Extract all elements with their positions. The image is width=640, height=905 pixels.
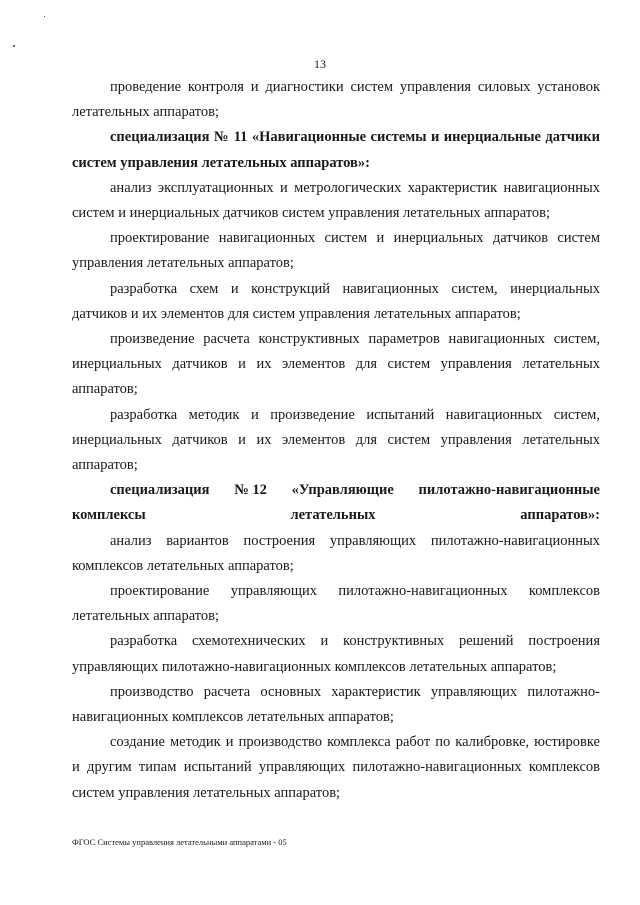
paragraph: анализ вариантов построения управляющих пилотажно-навигационных комплексов летательных аппаратов; xyxy=(72,532,600,574)
heading-word: № 12 xyxy=(234,482,267,499)
paragraph: разработка схемотехнических и конструктивных решений построения управляющих пилотажно-навигационных комплексов летательных аппаратов; xyxy=(72,633,600,675)
paragraph: производство расчета основных характеристик управляющих пилотажно-навигационных комплексов летательных аппаратов; xyxy=(72,683,600,726)
specialization-heading-11: специализация № 11 «Навигационные системы и инерциальные датчики систем управления летательных аппаратов»: xyxy=(72,129,600,171)
heading-word: специализация xyxy=(110,482,210,499)
heading-line: комплексы летательных аппаратов»: xyxy=(72,507,600,524)
paragraph: произведение расчета конструктивных параметров навигационных систем, инерциальных датчиков и их элементов для систем управления летательных аппаратов; xyxy=(72,331,600,398)
heading-line xyxy=(72,478,600,503)
document-body xyxy=(72,75,600,806)
heading-word: пилотажно-навигационные xyxy=(418,482,600,499)
heading-word: «Управляющие xyxy=(291,482,394,499)
footer-text: ФГОС Системы управления летательными аппаратами - 05 xyxy=(72,837,287,847)
specialization-heading-12 xyxy=(72,478,600,528)
paragraph: анализ эксплуатационных и метрологических характеристик навигационных систем и инерциальных датчиков систем управления летательных аппаратов; xyxy=(72,179,600,222)
paragraph: проектирование навигационных систем и инерциальных датчиков систем управления летательных аппаратов; xyxy=(72,230,600,272)
scan-speck xyxy=(44,16,45,17)
paragraph: проектирование управляющих пилотажно-навигационных комплексов летательных аппаратов; xyxy=(72,583,600,625)
paragraph: создание методик и производство комплекса работ по калибровке, юстировке и другим типам испытаний управляющих пилотажно-навигационных комплексов систем управления летательных аппаратов; xyxy=(72,734,600,801)
paragraph: разработка схем и конструкций навигационных систем, инерциальных датчиков и их элементов для систем управления летательных аппаратов; xyxy=(72,280,600,322)
scan-speck xyxy=(13,45,15,47)
page-number: 13 xyxy=(314,57,326,71)
paragraph: проведение контроля и диагностики систем управления силовых установок летательных аппаратов; xyxy=(72,79,600,121)
paragraph: разработка методик и произведение испытаний навигационных систем, инерциальных датчиков и их элементов для систем управления летательных аппаратов; xyxy=(72,406,600,474)
